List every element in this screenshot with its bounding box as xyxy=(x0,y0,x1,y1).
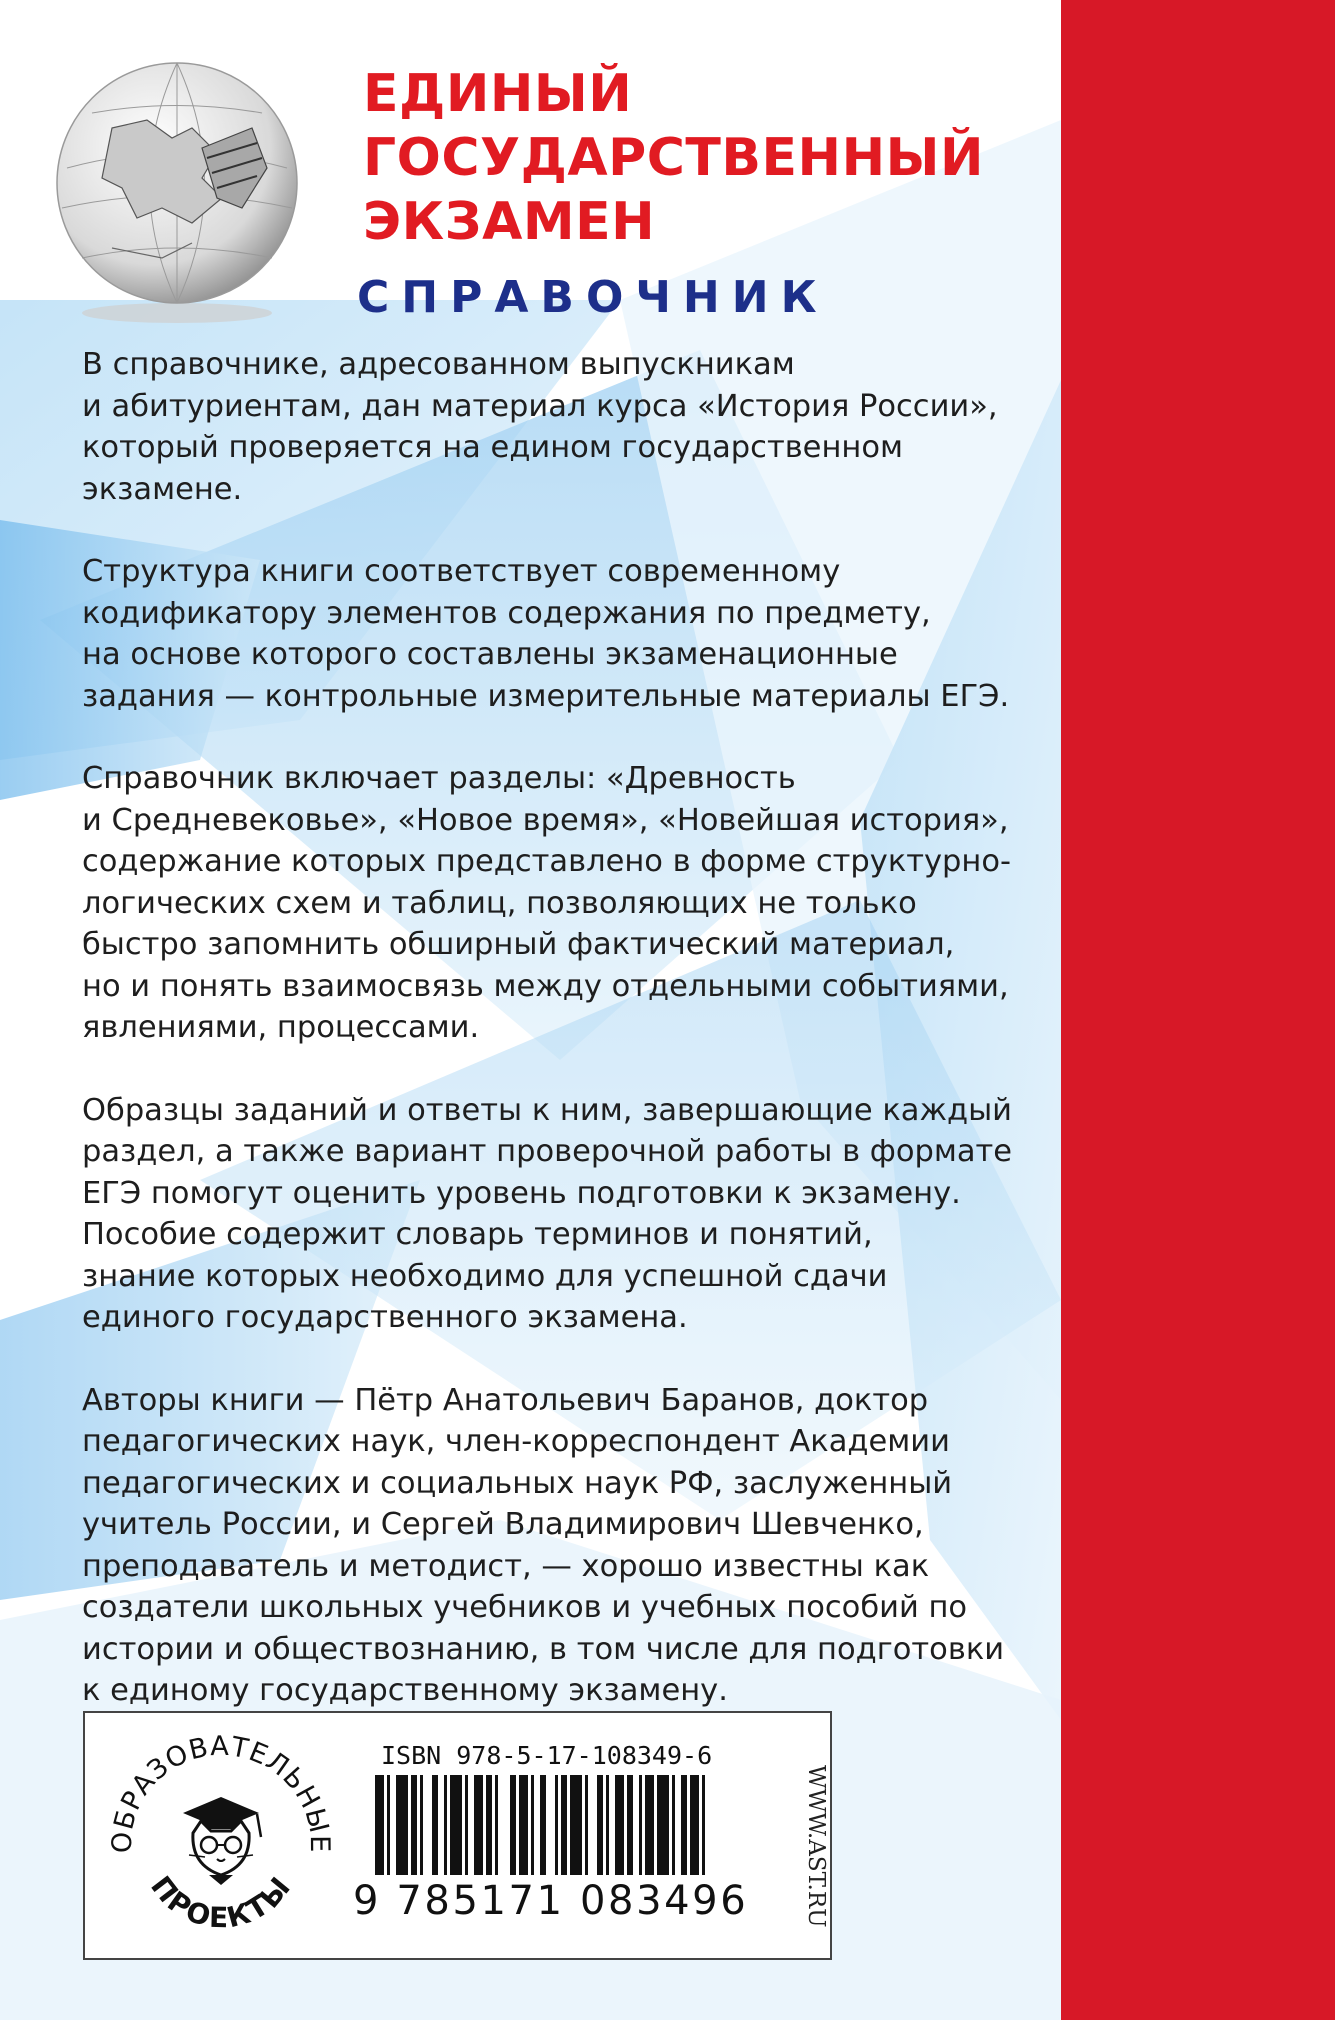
barcode-bar xyxy=(420,1775,423,1875)
paragraph-sections xyxy=(82,758,1042,1049)
paragraph-tasks xyxy=(82,1090,1042,1339)
text-line: содержание которых представлено в форме структурно- xyxy=(82,844,1012,879)
text-line: Структура книги соответствует современному xyxy=(82,554,841,589)
barcode-bar xyxy=(411,1775,417,1875)
barcode-bar xyxy=(627,1775,633,1875)
barcode-digits: 9 785171 083496 xyxy=(353,1878,749,1924)
barcode-bar xyxy=(615,1775,624,1875)
text-line: Образцы заданий и ответы к ним, завершающие каждый xyxy=(82,1092,1012,1128)
title-line: ЕДИНЫЙ xyxy=(363,64,633,124)
barcode-bar xyxy=(639,1775,642,1875)
cover-subtitle: СПРАВОЧНИК xyxy=(357,272,829,323)
text-line: Справочник включает разделы: «Древность xyxy=(82,761,796,796)
barcode-bar xyxy=(444,1775,447,1875)
barcode-bar xyxy=(585,1775,588,1875)
isbn-label: ISBN 978-5-17-108349-6 xyxy=(381,1741,713,1770)
text-line: экзамене. xyxy=(82,471,243,507)
text-line: раздел, а также вариант проверочной работы в формате xyxy=(82,1134,1013,1169)
barcode-bar xyxy=(495,1775,498,1875)
text-line: единого государственного экзамена. xyxy=(82,1300,688,1335)
paragraph-structure xyxy=(82,551,1042,717)
logo-top-text: ОБРАЗОВАТЕЛЬНЫЕ xyxy=(106,1730,336,1854)
barcode-bar xyxy=(690,1775,699,1875)
red-spine-stripe xyxy=(1061,0,1335,2020)
text-line: истории и обществознанию, в том числе для подготовки xyxy=(82,1631,1005,1667)
paragraph-authors xyxy=(82,1380,1042,1712)
text-line: знание которых необходимо для успешной сдачи xyxy=(82,1258,888,1294)
barcode-bar xyxy=(672,1775,675,1875)
barcode-bar xyxy=(474,1775,483,1875)
barcode-panel xyxy=(83,1711,832,1960)
text-line: логических схем и таблиц, позволяющих не только xyxy=(82,885,917,921)
barcode-bar xyxy=(702,1775,705,1875)
barcode-bar xyxy=(396,1775,408,1875)
barcode-bar xyxy=(510,1775,516,1875)
barcode-bar xyxy=(486,1775,492,1875)
text-line: к единому государственному экзамену. xyxy=(82,1673,728,1708)
barcode xyxy=(375,1775,815,1875)
text-line: быстро запомнить обширный фактический материал, xyxy=(82,927,955,962)
barcode-bar xyxy=(681,1775,687,1875)
text-line: В справочнике, адресованном выпускникам xyxy=(82,347,795,382)
barcode-bar xyxy=(450,1775,462,1875)
text-line: учитель России, и Сергей Владимирович Шевченко, xyxy=(82,1507,924,1542)
text-line: ЕГЭ помогут оценить уровень подготовки к экзамену. xyxy=(82,1175,961,1211)
barcode-bar xyxy=(519,1775,528,1875)
barcode-bar xyxy=(606,1775,609,1875)
website-text: WWW.AST.RU xyxy=(803,1765,829,1928)
barcode-bar xyxy=(387,1775,390,1875)
barcode-bar xyxy=(570,1775,582,1875)
title-line: ЭКЗАМЕН xyxy=(363,192,656,252)
barcode-bar xyxy=(465,1775,468,1875)
text-line: задания — контрольные измерительные материалы ЕГЭ. xyxy=(82,678,1010,714)
text-line: педагогических наук, член-корреспондент Академии xyxy=(82,1424,950,1459)
text-line: но и понять взаимосвязь между отдельными событиями, xyxy=(82,968,1009,1004)
barcode-bar xyxy=(540,1775,546,1875)
publisher-logo xyxy=(101,1725,341,1950)
title-line: ГОСУДАРСТВЕННЫЙ xyxy=(363,128,984,188)
barcode-bar xyxy=(432,1775,438,1875)
paragraph-intro xyxy=(82,344,1042,510)
barcode-bar xyxy=(561,1775,567,1875)
text-line: преподаватель и методист, — хорошо известны как xyxy=(82,1548,930,1584)
barcode-bar xyxy=(555,1775,558,1875)
text-line: Авторы книги — Пётр Анатольевич Баранов, доктор xyxy=(82,1382,929,1418)
cat-in-graduation-cap-icon xyxy=(183,1797,261,1885)
barcode-bar xyxy=(657,1775,669,1875)
logo-bottom-text: ПРОЕКТЫ xyxy=(144,1869,299,1935)
text-line: создатели школьных учебников и учебных пособий по xyxy=(82,1590,968,1625)
barcode-bar xyxy=(597,1775,603,1875)
text-line: явлениями, процессами. xyxy=(82,1010,480,1045)
globe-map-icon xyxy=(52,58,302,328)
barcode-bar xyxy=(375,1775,384,1875)
text-line: который проверяется на едином государственном xyxy=(82,430,903,465)
barcode-bar xyxy=(531,1775,534,1875)
text-line: на основе которого составлены экзаменационные xyxy=(82,637,898,672)
text-line: и Средневековье», «Новое время», «Новейшая история», xyxy=(82,802,1009,838)
annotation-text xyxy=(82,344,1042,1753)
cover-title xyxy=(363,62,984,254)
text-line: Пособие содержит словарь терминов и понятий, xyxy=(82,1217,873,1252)
text-line: и абитуриентам, дан материал курса «История России», xyxy=(82,388,998,424)
text-line: кодификатору элементов содержания по предмету, xyxy=(82,595,931,631)
text-line: педагогических и социальных наук РФ, заслуженный xyxy=(82,1465,953,1501)
barcode-bar xyxy=(645,1775,654,1875)
